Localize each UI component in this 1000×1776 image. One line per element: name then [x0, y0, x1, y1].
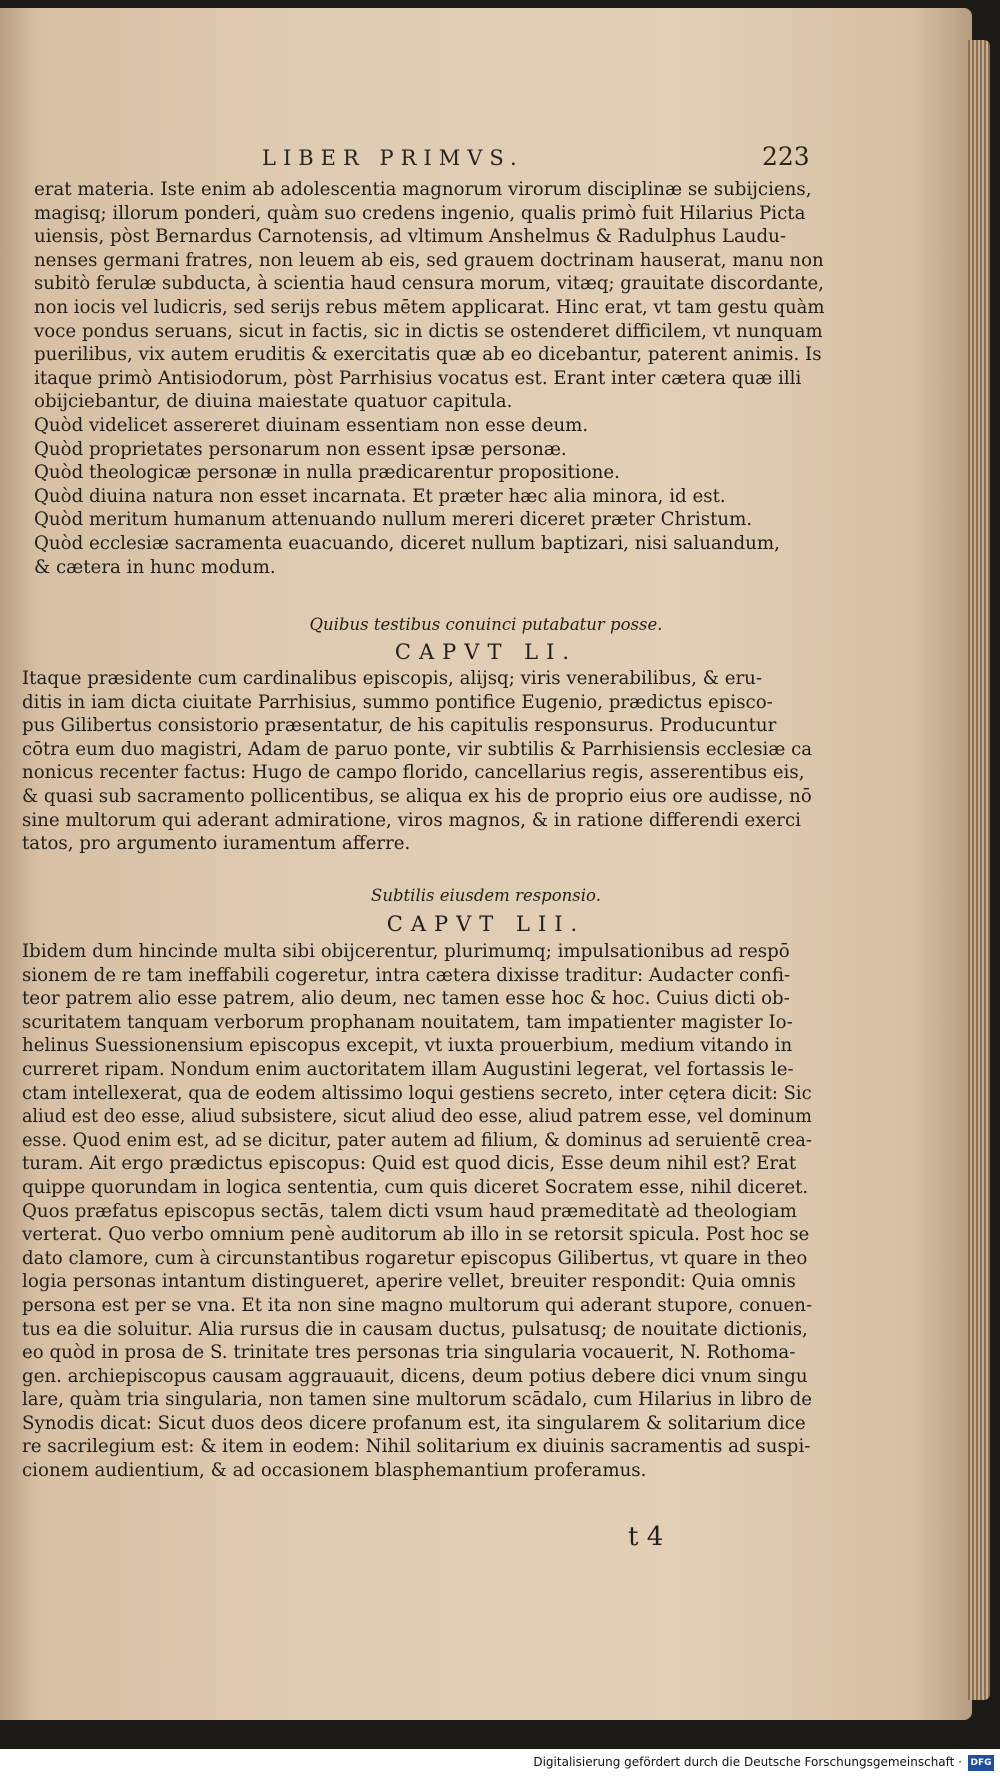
text-line: pus Gilibertus consistorio præsentatur, de his capitulis responsurus. Producuntur [22, 715, 777, 737]
chapter-52-heading: CAPVT LII. [386, 912, 586, 936]
text-line: Quòd theologicæ personæ in nulla prædicarentur propositione. [34, 462, 620, 484]
text-line: cōtra eum duo magistri, Adam de paruo ponte, vir subtilis & Parrhisiensis ecclesiæ ca [22, 738, 812, 760]
text-line: puerilibus, vix autem eruditis & exercitatis quæ ab eo dicebantur, paterent animis. Is [34, 344, 822, 366]
text-line: eo quòd in prosa de S. trinitate tres personas tria singularia vocauerit, N. Rothoma- [22, 1342, 796, 1364]
text-line: & cætera in hunc modum. [34, 556, 276, 578]
text-line: ditis in iam dicta ciuitate Parrhisius, summo pontifice Eugenio, prædictus episco- [22, 691, 773, 713]
page-number: 223 [762, 142, 810, 171]
text-block-intro [34, 178, 825, 579]
text-line: & quasi sub sacramento pollicentibus, se aliqua ex his de proprio eius ore audisse, nō [22, 785, 812, 807]
text-line: dato clamore, cum à circunstantibus rogaretur episcopus Gilibertus, vt quare in theo [22, 1247, 808, 1269]
text-line: Synodis dicat: Sicut duos deos dicere profanum est, ita singularem & solitarium dice [22, 1412, 806, 1434]
text-line: cionem audientium, & ad occasionem blasphemantium proferamus. [22, 1460, 647, 1482]
chapter-52-subtitle: Subtilis eiusdem responsio. [371, 886, 601, 905]
text-line: logia personas intantum distingueret, aperire vellet, breuiter respondit: Quia omnis [22, 1271, 796, 1293]
text-line: Quòd diuina natura non esset incarnata. Et præter hæc alia minora, id est. [34, 485, 726, 507]
text-line: Quos præfatus episcopus sectās, talem dicti vsum haud præmeditatè ad theologiam [22, 1200, 797, 1222]
text-block-chapter-51 [22, 667, 812, 856]
book-page [0, 8, 972, 1720]
text-line: magisq; illorum ponderi, quàm suo credens ingenio, qualis primò fuit Hilarius Picta [34, 202, 806, 224]
text-line: Quòd meritum humanum attenuando nullum mereri diceret præter Christum. [34, 509, 753, 531]
text-line: Quòd ecclesiæ sacramenta euacuando, diceret nullum baptizari, nisi saluandum, [34, 532, 780, 554]
text-line: obijciebantur, de diuina maiestate quatuor capitula. [34, 391, 513, 413]
text-line: quippe quorundam in logica sententia, cum quis diceret Socratem esse, nihil diceret. [22, 1176, 809, 1198]
dfg-logo-icon: DFG [968, 1755, 994, 1771]
signature-mark: t 4 [628, 1522, 664, 1552]
text-line: uiensis, pòst Bernardus Carnotensis, ad vltimum Anshelmus & Radulphus Laudu- [34, 226, 787, 248]
text-line: tus ea die soluitur. Alia rursus die in causam ductus, pulsatusq; de nouitate dictionis, [22, 1318, 808, 1340]
text-line: erat materia. Iste enim ab adolescentia magnorum virorum disciplinæ se subijciens, [34, 179, 812, 200]
text-line: non iocis vel ludicris, sed serijs rebus mētem applicarat. Hinc erat, vt tam gestu quàm [34, 296, 825, 318]
text-line: verterat. Quo verbo omnium penè auditorum ab illo in se retorsit spicula. Post hoc se [22, 1224, 810, 1246]
text-line: nonicus recenter factus: Hugo de campo florido, cancellarius regis, asserentibus eis, [22, 762, 805, 784]
text-line: aliud est deo esse, aliud subsistere, sicut aliud deo esse, aliud patrem esse, vel dominum [22, 1106, 812, 1128]
running-head: LIBER PRIMVS. [262, 146, 524, 170]
text-line: itaque primò Antisiodorum, pòst Parrhisius vocatus est. Erant inter cætera quæ illi [34, 367, 802, 389]
chapter-51-subtitle: Quibus testibus conuinci putabatur posse. [309, 615, 663, 634]
text-line: nenses germani fratres, non leuem ab eis, sed grauem doctrinam hauserat, manu non [34, 249, 824, 271]
text-line: Quòd videlicet assereret diuinam essentiam non esse deum. [34, 414, 589, 436]
chapter-51-heading: CAPVT LI. [394, 640, 578, 664]
text-line: lare, quàm tria singularia, non tamen sine multorum scādalo, cum Hilarius in libro de [22, 1389, 813, 1411]
text-line: gen. archiepiscopus causam aggrauauit, dicens, deum potius debere dici vnum singu [22, 1365, 808, 1387]
text-line: turam. Ait ergo prædictus episcopus: Quid est quod dicis, Esse deum nihil est? Erat [22, 1153, 797, 1175]
page-edge [968, 40, 990, 1700]
text-line: teor patrem alio esse patrem, alio deum, nec tamen esse hoc & hoc. Cuius dicti ob- [22, 988, 790, 1010]
text-line: curreret ripam. Nondum enim auctoritatem illam Augustini legerat, vel fortassis le- [22, 1058, 794, 1080]
text-line: sionem de re tam ineffabili cogeretur, intra cætera dixisse traditur: Audacter confi- [22, 964, 791, 986]
text-block-chapter-52 [22, 940, 813, 1483]
text-line: persona est per se vna. Et ita non sine magno multorum qui aderant stupore, conuen- [22, 1294, 813, 1316]
text-line: Quòd proprietates personarum non essent ipsæ personæ. [34, 438, 567, 460]
text-line: scuritatem tanquam verborum prophanam nouitatem, tam impatienter magister Io- [22, 1011, 793, 1033]
text-line: ctam intellexerat, qua de eodem altissimo loqui gestiens secreto, inter cętera dicit: Sic [22, 1082, 812, 1104]
text-line: esse. Quod enim est, ad se dicitur, pater autem ad filium, & dominus ad seruientē crea- [22, 1129, 812, 1151]
footer-text: Digitalisierung gefördert durch die Deutsche Forschungsgemeinschaft · [533, 1755, 962, 1769]
text-line: voce pondus seruans, sicut in factis, sic in dictis se ostenderet difficilem, vt nunquam [34, 320, 823, 342]
text-line: subitò ferulæ subducta, à scientia haud censura morum, vitæq; grauitate discordante, [34, 273, 824, 295]
text-line: Itaque præsidente cum cardinalibus episcopis, alijsq; viris venerabilibus, & eru- [22, 668, 763, 689]
footer-credit [0, 1749, 1000, 1776]
page-header [0, 142, 972, 176]
text-line: Ibidem dum hincinde multa sibi obijcerentur, plurimumq; impulsationibus ad respō [22, 941, 790, 962]
text-line: tatos, pro argumento iuramentum afferre. [22, 833, 411, 855]
text-line: sine multorum qui aderant admiratione, viros magnos, & in ratione differendi exerci [22, 809, 801, 831]
text-line: re sacrilegium est: & item in eodem: Nihil solitarium ex diuinis sacramentis ad suspi- [22, 1436, 811, 1458]
text-line: helinus Suessionensium episcopus excepit, vt iuxta prouerbium, medium vitando in [22, 1035, 793, 1057]
